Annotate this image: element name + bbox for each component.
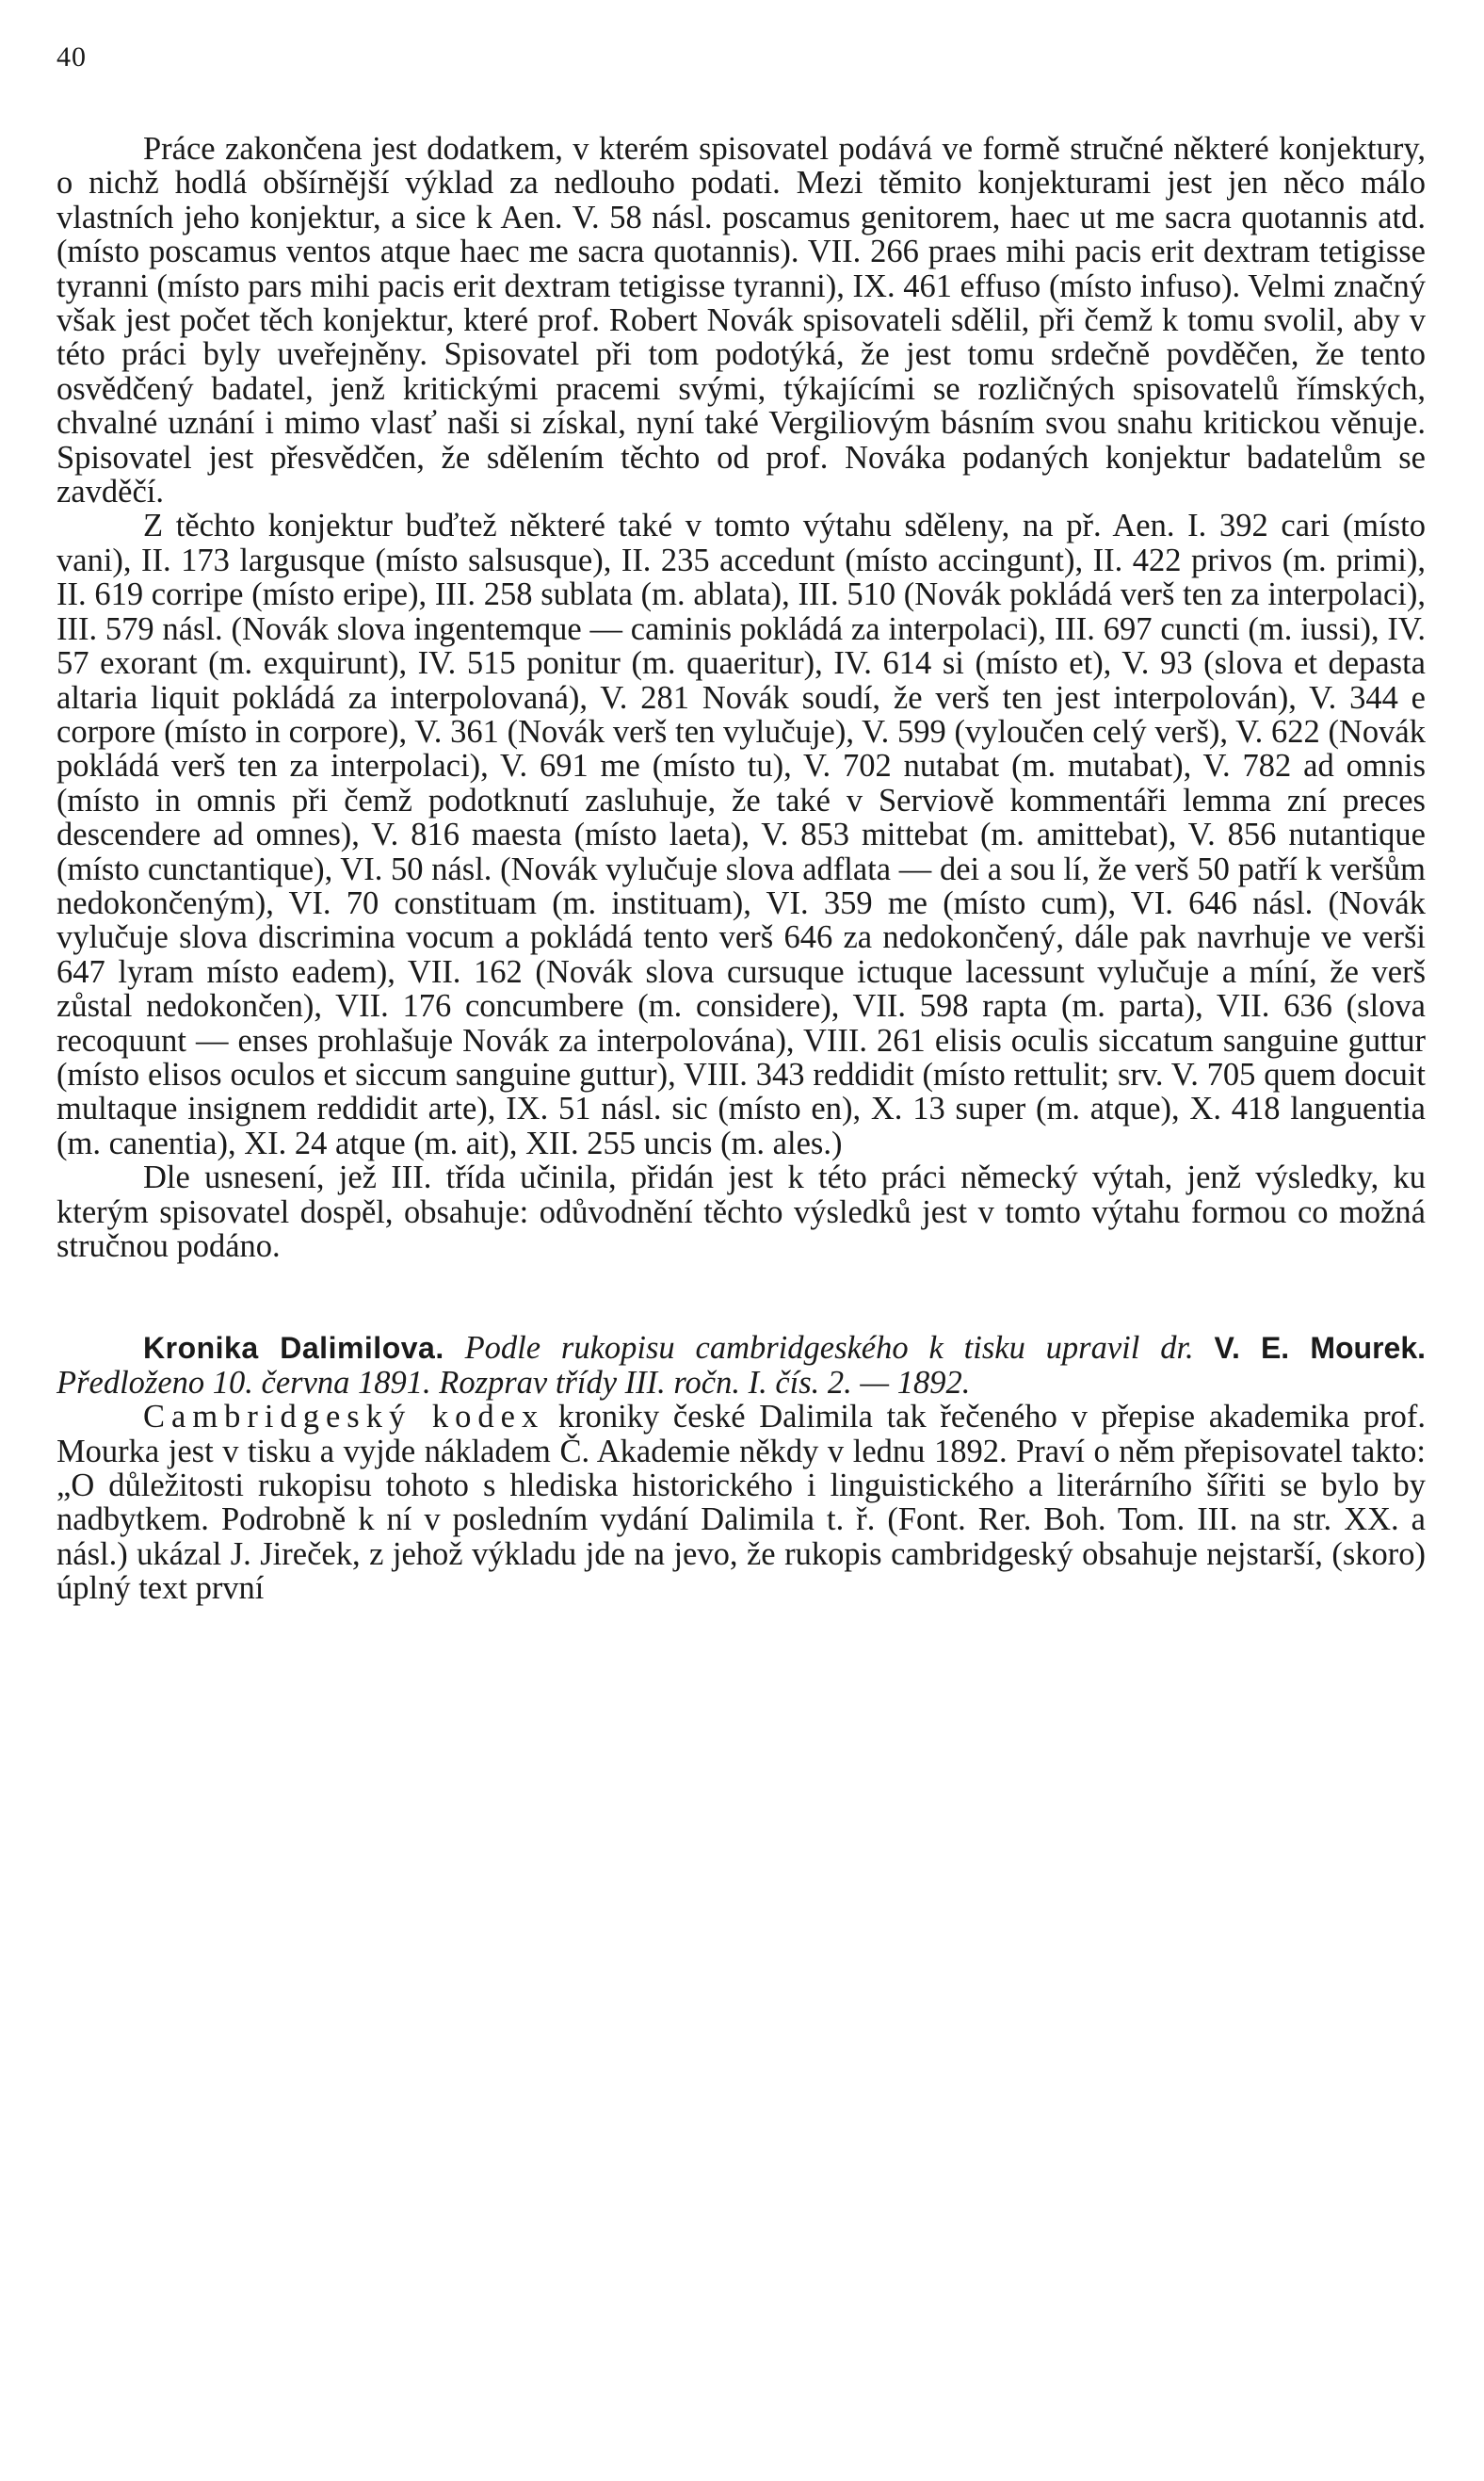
page-number: 40 (56, 41, 87, 73)
paragraph-conjectures: Práce zakončena jest dodatkem, v kterém spisovatel podává ve formě stručné některé konjektury, o nichž hodlá obšírnější výklad za nedlouho podati. Mezi těmito konjekturami jest jen něco málo vlastních jeho konjektur, a sice k Aen. V. 58 násl. poscamus genitorem, haec ut me sacra quotannis atd. (místo poscamus ventos atque haec me sacra quotannis). VII. 266 praes mihi pacis erit dextram tetigisse tyranni (místo pars mihi pacis erit dextram tetigisse tyranni), IX. 461 effuso (místo infuso). Velmi značný však jest počet těch konjektur, které prof. Robert Novák spisovateli sdělil, při čemž k tomu svolil, aby v této práci byly uveřejněny. Spisovatel při tom podotýká, že jest tomu srdečně povděčen, že tento osvědčený badatel, jenž kritickými pracemi svými, týkajícími se rozličných spisovatelů římských, chvalné uznání i mimo vlasť naši si získal, nyní také Vergiliovým básním svou snahu kritickou věnuje. Spisovatel jest přesvědčen, že sdělením těchto od prof. Nováka podaných konjektur badatelům se zavděčí. (56, 131, 1426, 511)
section-title: Kronika Dalimilova. (143, 1331, 444, 1366)
paragraph-german-summary: Dle usnesení, jež III. třída učinila, přidán jest k této práci německý výtah, jenž výsledky, ku kterým spisovatel dospěl, obsahuje: odůvodnění těchto výsledků jest v tomto výtahu formou co možná stručnou podáno. (56, 1159, 1426, 1264)
section-separator (56, 1263, 1426, 1331)
paragraph-novak-conjectures: Z těchto konjektur buďtež některé také v tomto výtahu sděleny, na př. Aen. I. 392 cari (místo vani), II. 173 largusque (místo salsusque), II. 235 accedunt (místo accingunt), II. 422 privos (m. primi), II. 619 corripe (místo eripe), III. 258 sublata (m. ablata), III. 510 (Novák pokládá verš ten za interpolaci), III. 579 násl. (Novák slova ingentemque — caminis pokládá za interpolaci), III. 697 cuncti (m. iussi), IV. 57 exorant (m. exquirunt), IV. 515 ponitur (m. quaeritur), IV. 614 si (místo et), V. 93 (slova et depasta altaria liquit pokládá za interpolovaná), V. 281 Novák soudí, že verš ten jest interpolován), V. 344 e corpore (místo in corpore), V. 361 (Novák verš ten vylučuje), V. 599 (vyloučen celý verš), V. 622 (Novák pokládá verš ten za interpolaci), V. 691 me (místo tu), V. 702 nutabat (m. mutabat), V. 782 ad omnis (místo in omnis při čemž podotknutí zasluhuje, že také v Serviově kommentáři lemma zní preces descendere ad omnes), V. 816 maesta (místo laeta), V. 853 mittebat (m. amittebat), V. 856 nutantique (místo cunctantique), VI. 50 násl. (Novák vylučuje slova adflata — dei a sou lí, že verš 50 patří k veršům nedokončeným), VI. 70 constituam (m. instituam), VI. 359 me (místo cum), VI. 646 násl. (Novák vylučuje slova discrimina vocum a pokládá tento verš 646 za nedokončený, dále pak navrhuje ve verši 647 lyram místo eadem), VII. 162 (Novák slova cursuque ictuque lacessunt vylučuje a míní, že verš zůstal nedokončen), VII. 176 concumbere (m. considere), VII. 598 rapta (m. parta), VII. 636 (slova recoquunt — enses prohlašuje Novák za interpolována), VIII. 261 elisis oculis siccatum sanguine guttur (místo elisos oculos et siccum sanguine guttur), VIII. 343 reddidit (místo rettulit; srv. V. 705 quem docuit multaque insignem reddidit arte), IX. 51 násl. sic (místo en), X. 13 super (m. atque), X. 418 languentia (m. canentia), XI. 24 atque (m. ait), XII. 255 uncis (m. ales.) (56, 508, 1426, 1161)
section-body (56, 1400, 1426, 1605)
section-lead-word: Cambridgeský kodex (143, 1399, 545, 1435)
section-subtitle-first: Podle rukopisu cambridgeského k tisku upravil dr. (464, 1330, 1194, 1367)
body-text (56, 132, 1426, 1606)
section-subtitle-second: Předloženo 10. června 1891. Rozprav třídy III. ročn. I. čís. 2. — 1892. (56, 1364, 971, 1401)
section-body-text: kroniky české Dalimila tak řečeného v přepise akademika prof. Mourka jest v tisku a vyjde nákladem Č. Akademie někdy v lednu 1892. Praví o něm přepisovatel takto: „O důležitosti rukopisu tohoto s hlediska historického i linguistického a literárního šířiti se bylo by nadbytkem. Podrobně k ní v posledním vydání Dalimila t. ř. (Font. Rer. Boh. Tom. III. na str. XX. a násl.) ukázal J. Jireček, z jehož výkladu jde na jevo, že rukopis cambridgeský obsahuje nejstarší, (skoro) úplný text první (56, 1399, 1426, 1607)
section-heading (56, 1331, 1426, 1400)
section-author: V. E. Mourek. (1214, 1331, 1426, 1366)
